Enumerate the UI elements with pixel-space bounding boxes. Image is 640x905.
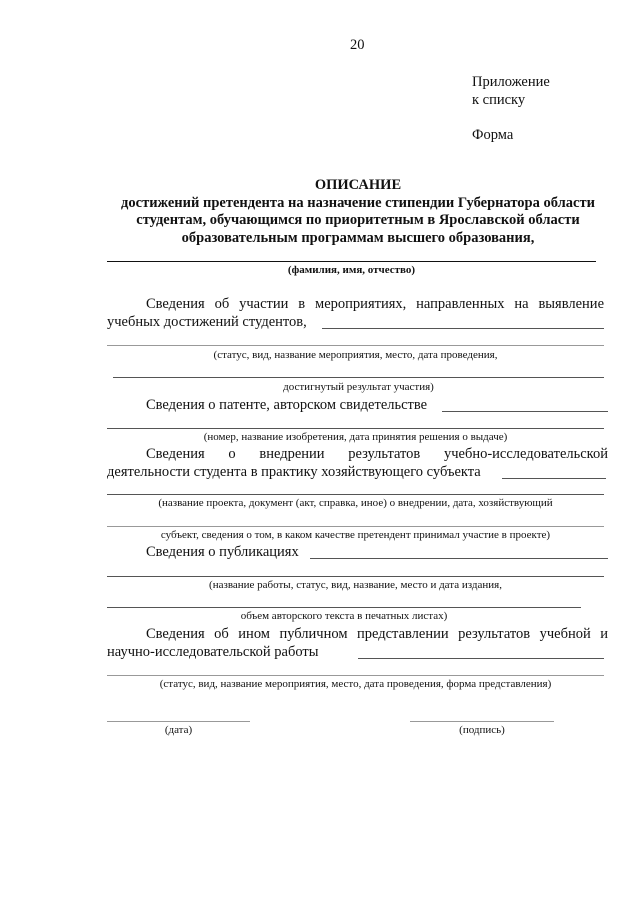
public-field-line-1[interactable] — [358, 658, 604, 659]
document-heading: ОПИСАНИЕ — [314, 177, 402, 193]
signature-field-line[interactable] — [410, 721, 554, 722]
events-field-line-1[interactable] — [322, 328, 604, 329]
patent-line-1: Сведения о патенте, авторском свидетельстве — [146, 397, 428, 413]
patent-field-line-2[interactable] — [107, 428, 604, 429]
fio-field-line[interactable] — [107, 261, 596, 262]
public-field-line-2[interactable] — [107, 675, 604, 676]
publications-line-1: Сведения о публикациях — [146, 544, 299, 560]
title-line-1: достижений претендента на назначение стипендии Губернатора области — [121, 195, 595, 211]
appendix-line-1: Приложение — [472, 74, 550, 90]
patent-caption: (номер, название изобретения, дата принятия решения о выдаче) — [203, 431, 508, 443]
publications-field-line-3[interactable] — [107, 607, 581, 608]
events-field-line-2[interactable] — [107, 345, 604, 346]
signature-caption: (подпись) — [459, 724, 505, 736]
implementation-caption-2: субъект, сведения о том, в каком качестве претендент принимал участие в проекте) — [160, 529, 551, 541]
fio-caption: (фамилия, имя, отчество) — [287, 264, 416, 276]
publications-caption-1: (название работы, статус, вид, название, место и дата издания, — [209, 579, 502, 591]
title-line-2: студентам, обучающимся по приоритетным в Ярославской области — [136, 212, 580, 228]
publications-caption-2: объем авторского текста в печатных листах) — [240, 610, 448, 622]
implementation-field-line-2[interactable] — [107, 494, 604, 495]
date-caption: (дата) — [164, 724, 193, 736]
events-line-2: учебных достижений студентов, — [107, 314, 307, 330]
publications-field-line-2[interactable] — [107, 576, 604, 577]
implementation-caption-1: (название проекта, документ (акт, справка, иное) о внедрении, дата, хозяйствующий — [158, 497, 553, 509]
events-caption-1: (статус, вид, название мероприятия, место, дата проведения, — [213, 349, 498, 361]
events-field-line-3[interactable] — [113, 377, 604, 378]
patent-field-line-1[interactable] — [442, 411, 608, 412]
events-line-1: Сведения об участии в мероприятиях, направленных на выявление — [146, 296, 604, 312]
page-number: 20 — [350, 37, 365, 53]
implementation-field-line-3[interactable] — [107, 526, 604, 527]
events-caption-2: достигнутый результат участия) — [283, 381, 434, 393]
date-field-line[interactable] — [107, 721, 250, 722]
public-line-1: Сведения об ином публичном представлении результатов учебной и — [146, 626, 608, 642]
implementation-field-line-1[interactable] — [502, 478, 606, 479]
form-label: Форма — [472, 127, 514, 143]
implementation-line-1: Сведения о внедрении результатов учебно-исследовательской — [146, 446, 608, 462]
appendix-line-2: к списку — [472, 92, 526, 108]
public-line-2: научно-исследовательской работы — [107, 644, 319, 660]
title-line-3: образовательным программам высшего образования, — [181, 230, 535, 246]
public-caption: (статус, вид, название мероприятия, место, дата проведения, форма представления) — [159, 678, 552, 690]
implementation-line-2: деятельности студента в практику хозяйствующего субъекта — [107, 464, 481, 480]
publications-field-line-1[interactable] — [310, 558, 608, 559]
